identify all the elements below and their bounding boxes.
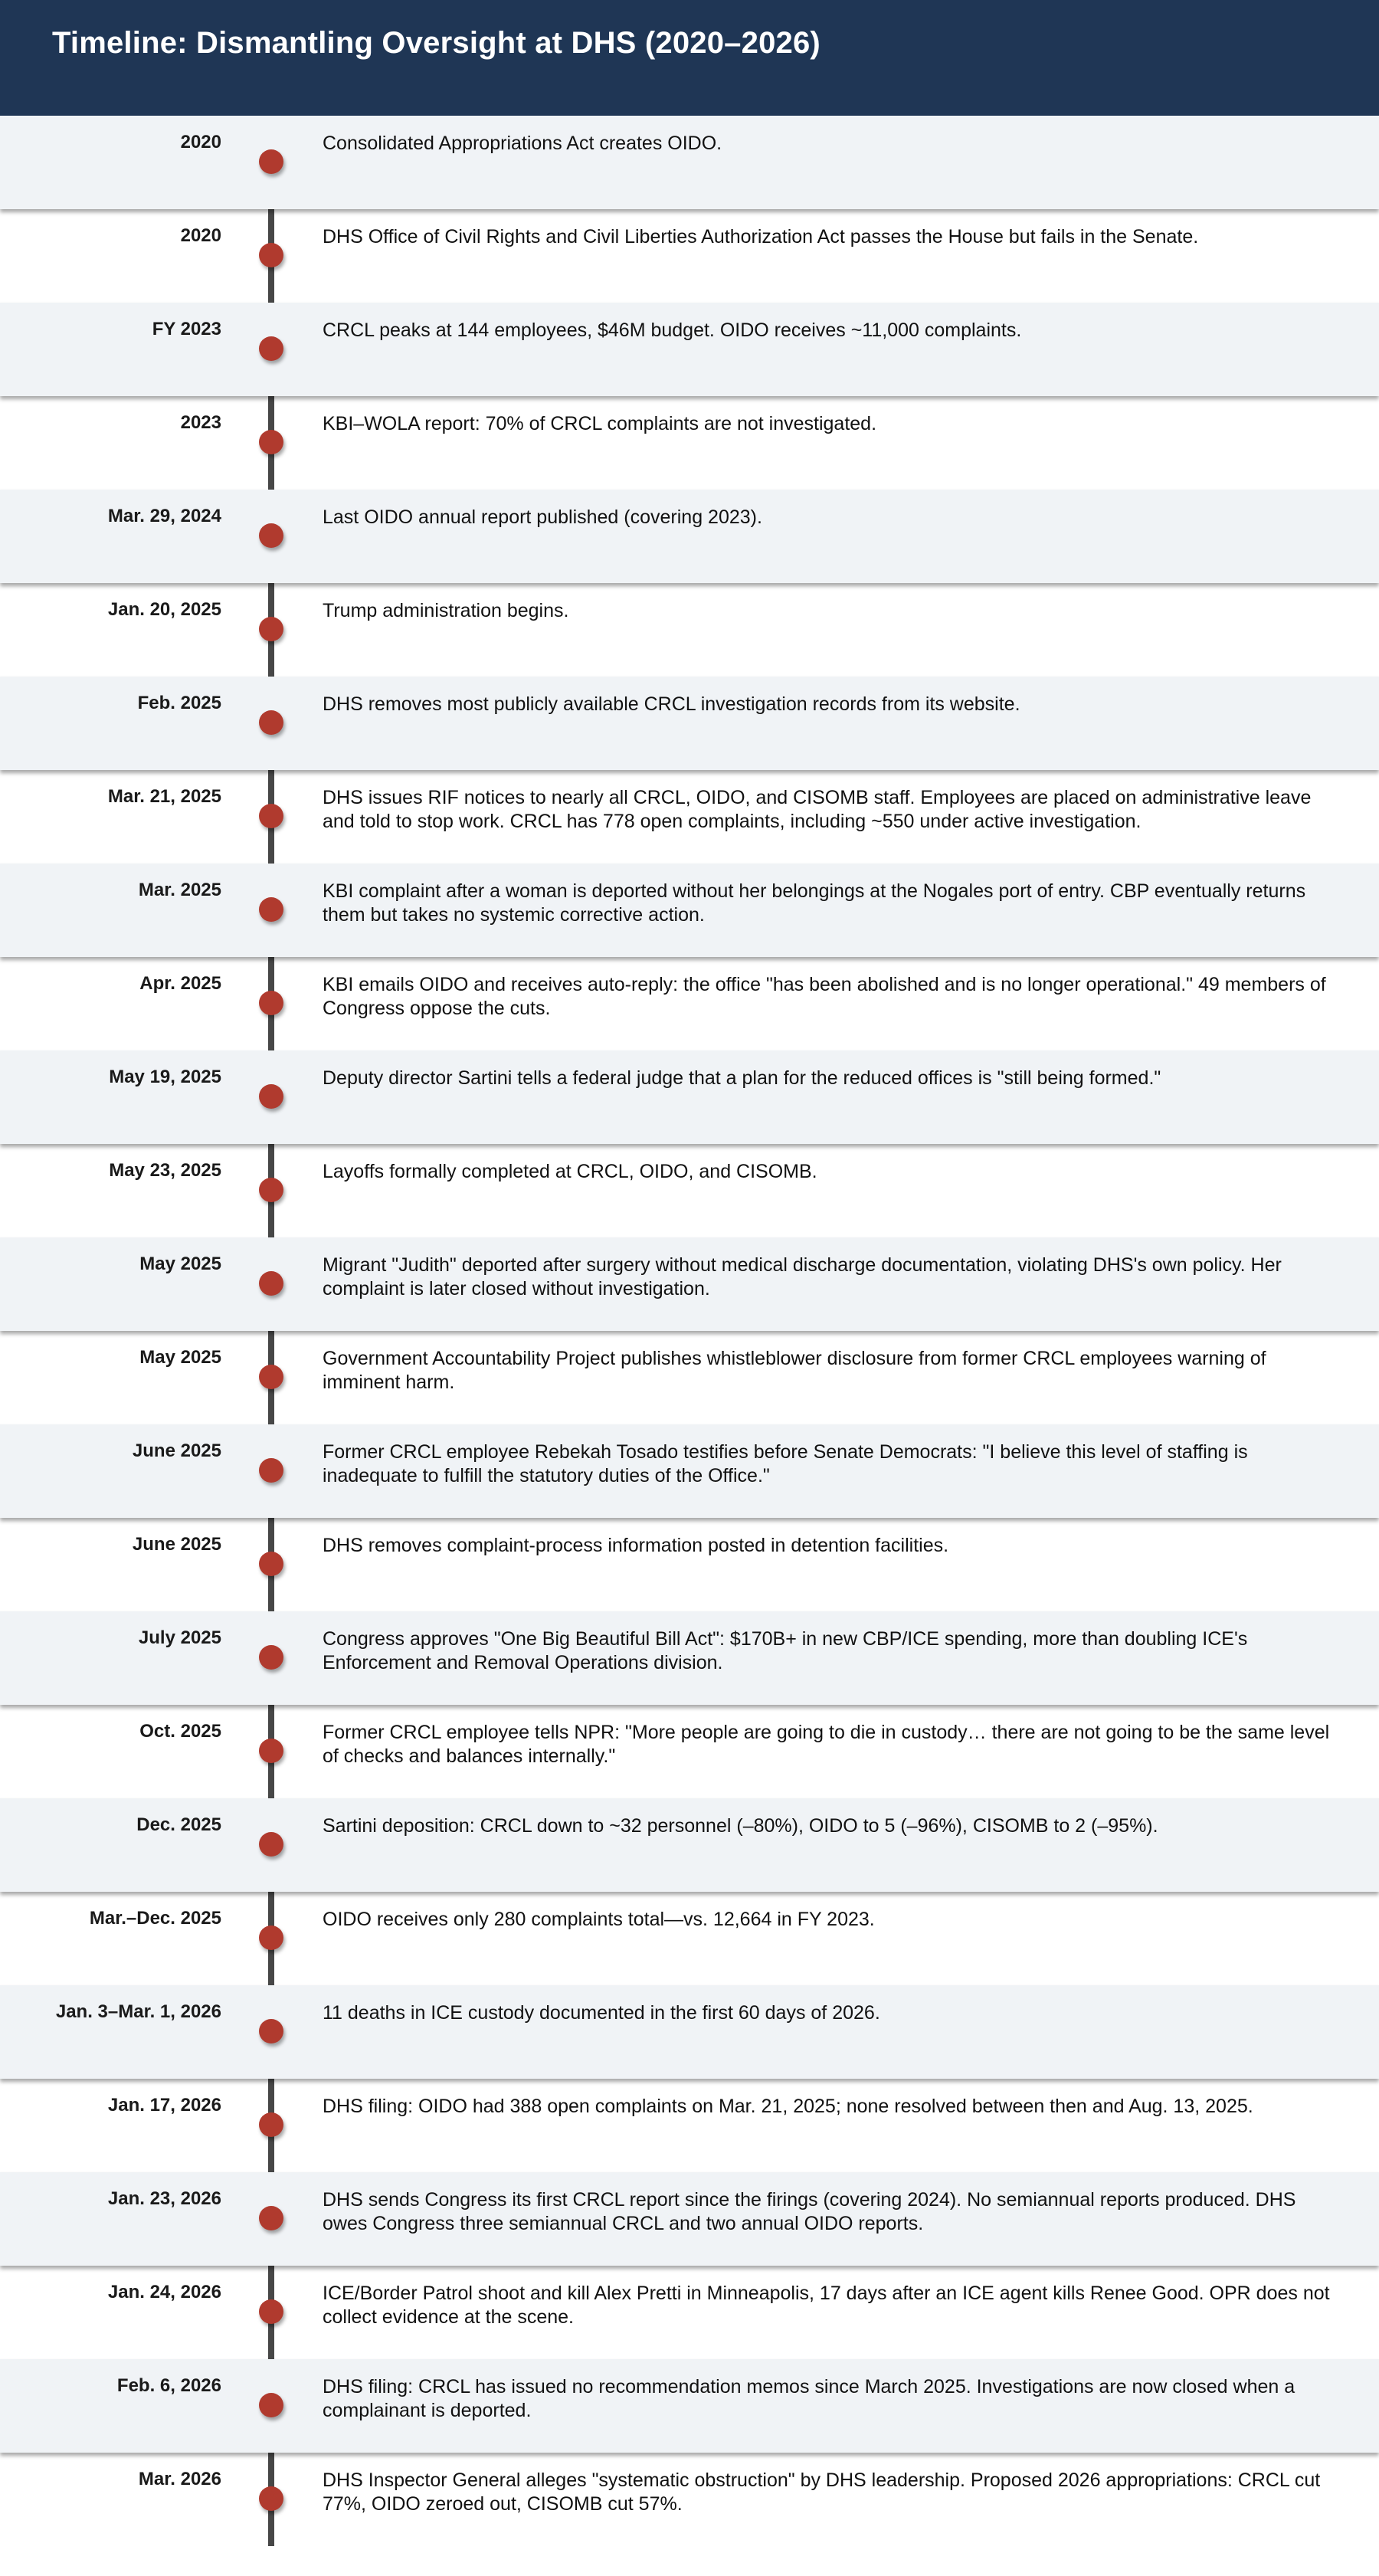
event-date: 2023 — [180, 412, 221, 433]
page-header — [0, 0, 1379, 116]
event-description: KBI–WOLA report: 70% of CRCL complaints are not investigated. — [323, 413, 877, 434]
event-date: June 2025 — [132, 1440, 221, 1461]
timeline-marker-dot — [259, 1925, 283, 1950]
event-description: KBI complaint after a woman is deported without her belongings at the Nogales port of entry. CBP eventually returns them but takes no systemic corrective action. — [323, 880, 1306, 926]
event-date: Mar. 29, 2024 — [107, 506, 221, 526]
event-date: 2020 — [180, 225, 221, 246]
timeline-event — [0, 303, 1379, 396]
timeline-marker-dot — [259, 2112, 283, 2137]
event-date: Mar. 21, 2025 — [107, 786, 221, 807]
event-description: Government Accountability Project publishes whistleblower disclosure from former CRCL employees warning of imminent harm. — [323, 1348, 1266, 1393]
event-date: Jan. 20, 2025 — [107, 599, 221, 620]
timeline-marker-dot — [259, 1832, 283, 1857]
timeline-event — [0, 396, 1379, 490]
timeline-event — [0, 2266, 1379, 2359]
timeline-marker-dot — [259, 1739, 283, 1763]
event-description: DHS Office of Civil Rights and Civil Liberties Authorization Act passes the House but fails in the Senate. — [323, 226, 1199, 247]
event-description: DHS filing: CRCL has issued no recommendation memos since March 2025. Investigations are now closed when a complainant is deported. — [323, 2376, 1295, 2421]
event-date: May 19, 2025 — [109, 1067, 221, 1087]
timeline-event — [0, 1237, 1379, 1331]
timeline-marker-dot — [259, 1365, 283, 1389]
timeline-marker-dot — [259, 2206, 283, 2230]
timeline-marker-dot — [259, 2019, 283, 2043]
event-description: OIDO receives only 280 complaints total—vs. 12,664 in FY 2023. — [323, 1909, 875, 1930]
event-description: Migrant "Judith" deported after surgery without medical discharge documentation, violating DHS's own policy. Her complaint is later closed without investigation. — [323, 1254, 1282, 1299]
timeline-event — [0, 2453, 1379, 2546]
event-description: Congress approves "One Big Beautiful Bill Act": $170B+ in new CBP/ICE spending, more than doubling ICE's Enforcement and Removal Operations division. — [323, 1628, 1248, 1673]
timeline-event — [0, 677, 1379, 770]
event-description: DHS removes complaint-process information posted in detention facilities. — [323, 1535, 949, 1556]
timeline-event — [0, 583, 1379, 677]
event-description: 11 deaths in ICE custody documented in the first 60 days of 2026. — [323, 2002, 880, 2024]
timeline-marker-dot — [259, 710, 283, 735]
timeline-event — [0, 1705, 1379, 1798]
event-description: Sartini deposition: CRCL down to ~32 personnel (–80%), OIDO to 5 (–96%), CISOMB to 2 (–95%). — [323, 1815, 1158, 1837]
event-date: Oct. 2025 — [139, 1721, 221, 1742]
timeline-marker-dot — [259, 617, 283, 641]
timeline-marker-dot — [259, 1178, 283, 1202]
event-date: May 2025 — [139, 1254, 221, 1274]
event-description: Layoffs formally completed at CRCL, OIDO, and CISOMB. — [323, 1161, 817, 1182]
timeline-marker-dot — [259, 1458, 283, 1483]
timeline-event — [0, 116, 1379, 209]
event-date: Jan. 3–Mar. 1, 2026 — [55, 2001, 221, 2022]
event-description: Deputy director Sartini tells a federal judge that a plan for the reduced offices is "still being formed." — [323, 1067, 1161, 1089]
timeline-event — [0, 957, 1379, 1050]
event-date: May 23, 2025 — [109, 1160, 221, 1181]
event-date: Mar.–Dec. 2025 — [89, 1908, 221, 1929]
timeline-marker-dot — [259, 1084, 283, 1109]
timeline-event — [0, 1611, 1379, 1705]
event-date: June 2025 — [132, 1534, 221, 1555]
timeline-event — [0, 1144, 1379, 1237]
timeline-event — [0, 1798, 1379, 1892]
timeline-marker-dot — [259, 1271, 283, 1296]
page-title: Timeline: Dismantling Oversight at DHS (2020–2026) — [52, 26, 821, 60]
timeline-marker-dot — [259, 430, 283, 454]
timeline-marker-dot — [259, 243, 283, 267]
event-description: DHS issues RIF notices to nearly all CRCL, OIDO, and CISOMB staff. Employees are placed on administrative leave and told to stop work. CRCL has 778 open complaints, including ~550 under active investigation. — [323, 787, 1312, 832]
event-description: ICE/Border Patrol shoot and kill Alex Pretti in Minneapolis, 17 days after an ICE agent kills Renee Good. OPR does not collect evidence at the scene. — [323, 2283, 1330, 2328]
timeline-marker-dot — [259, 897, 283, 922]
event-description: Former CRCL employee Rebekah Tosado testifies before Senate Democrats: "I believe this level of staffing is inadequate to fulfill the statutory duties of the Office." — [323, 1441, 1248, 1486]
timeline-event — [0, 209, 1379, 303]
timeline-event — [0, 864, 1379, 957]
event-description: Last OIDO annual report published (covering 2023). — [323, 506, 762, 528]
event-date: Apr. 2025 — [139, 973, 221, 994]
timeline-marker-dot — [259, 149, 283, 174]
event-date: Jan. 24, 2026 — [107, 2282, 221, 2302]
event-date: Dec. 2025 — [136, 1814, 221, 1835]
timeline-marker-dot — [259, 1552, 283, 1576]
timeline-marker-dot — [259, 2486, 283, 2511]
timeline-event — [0, 770, 1379, 864]
event-description: DHS removes most publicly available CRCL investigation records from its website. — [323, 693, 1020, 715]
event-date: FY 2023 — [152, 319, 221, 339]
event-date: Mar. 2026 — [138, 2469, 221, 2489]
event-description: CRCL peaks at 144 employees, $46M budget. OIDO receives ~11,000 complaints. — [323, 320, 1022, 341]
timeline — [0, 116, 1379, 2546]
timeline-event — [0, 1518, 1379, 1611]
timeline-event — [0, 1985, 1379, 2079]
timeline-event — [0, 1050, 1379, 1144]
event-date: 2020 — [180, 132, 221, 152]
timeline-event — [0, 1892, 1379, 1985]
timeline-marker-dot — [259, 2299, 283, 2324]
event-description: Former CRCL employee tells NPR: "More people are going to die in custody… there are not going to be the same level of checks and balances internally." — [323, 1722, 1330, 1767]
timeline-event — [0, 2172, 1379, 2266]
timeline-marker-dot — [259, 523, 283, 548]
event-date: Feb. 6, 2026 — [116, 2375, 221, 2396]
event-description: Consolidated Appropriations Act creates OIDO. — [323, 133, 722, 154]
timeline-event — [0, 1424, 1379, 1518]
event-date: Jan. 23, 2026 — [107, 2188, 221, 2209]
event-description: DHS Inspector General alleges "systematic obstruction" by DHS leadership. Proposed 2026 appropriations: CRCL cut 77%, OIDO zeroed out, CISOMB cut 57%. — [323, 2469, 1321, 2515]
timeline-marker-dot — [259, 1645, 283, 1670]
event-description: Trump administration begins. — [323, 600, 569, 621]
timeline-marker-dot — [259, 336, 283, 361]
event-date: May 2025 — [139, 1347, 221, 1368]
timeline-event — [0, 2079, 1379, 2172]
event-date: Jan. 17, 2026 — [107, 2095, 221, 2116]
timeline-event — [0, 2359, 1379, 2453]
event-date: July 2025 — [138, 1627, 221, 1648]
event-date: Mar. 2025 — [138, 880, 221, 900]
event-description: DHS sends Congress its first CRCL report since the firings (covering 2024). No semiannual reports produced. DHS owes Congress three semiannual CRCL and two annual OIDO reports. — [323, 2189, 1296, 2234]
timeline-marker-dot — [259, 804, 283, 828]
event-description: DHS filing: OIDO had 388 open complaints on Mar. 21, 2025; none resolved between then and Aug. 13, 2025. — [323, 2096, 1253, 2117]
timeline-event — [0, 490, 1379, 583]
event-date: Feb. 2025 — [137, 693, 221, 713]
event-description: KBI emails OIDO and receives auto-reply: the office "has been abolished and is no longer operational." 49 members of Congress oppose the cuts. — [323, 974, 1326, 1019]
timeline-event — [0, 1331, 1379, 1424]
timeline-marker-dot — [259, 2393, 283, 2417]
timeline-marker-dot — [259, 991, 283, 1015]
